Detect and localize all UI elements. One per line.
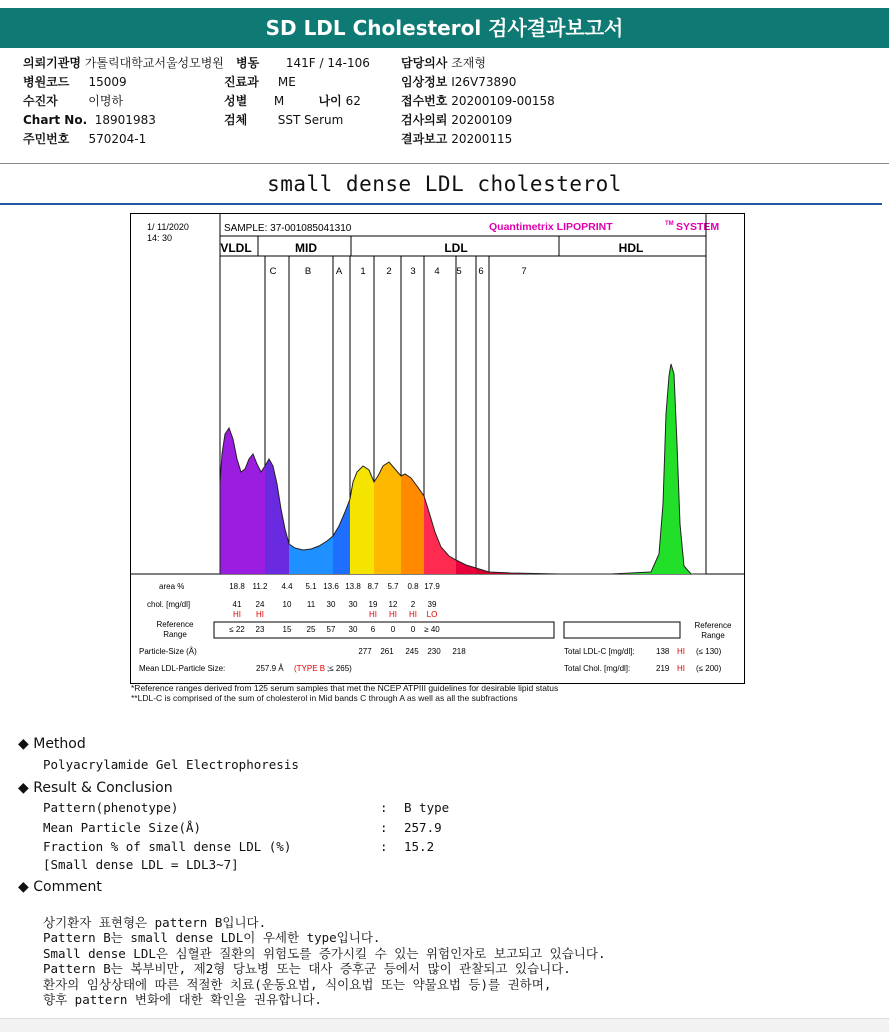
area-value: 8.7 bbox=[367, 582, 379, 591]
diamond-bullet-icon: ◆ bbox=[18, 780, 29, 796]
row-label-mean: Mean LDL-Particle Size: bbox=[139, 664, 226, 673]
group-label-vldl: VLDL bbox=[220, 241, 252, 255]
chol-value: 24 bbox=[255, 600, 265, 609]
ref-value: 23 bbox=[255, 625, 265, 634]
chol-flag: HI bbox=[409, 610, 417, 619]
sex-value: M bbox=[273, 94, 285, 108]
clinical-label: 임상정보 bbox=[401, 75, 448, 89]
result-value-1: B type bbox=[404, 800, 450, 815]
band-label-7: 7 bbox=[521, 266, 527, 277]
chol-flag: HI bbox=[233, 610, 241, 619]
row-label-chol: chol. [mg/dl] bbox=[147, 600, 191, 609]
result-note: [Small dense LDL = LDL3~7] bbox=[43, 857, 239, 872]
area-value: 13.6 bbox=[323, 582, 339, 591]
band-label-3: 3 bbox=[410, 266, 416, 277]
ref-value: 6 bbox=[370, 625, 376, 634]
name-value: 이명하 bbox=[88, 94, 124, 108]
particle-size-value: 218 bbox=[452, 647, 466, 656]
group-label-ldl: LDL bbox=[444, 241, 468, 255]
ref-value: 0 bbox=[390, 625, 396, 634]
band-label-5: 5 bbox=[456, 266, 462, 277]
ref-value: 25 bbox=[306, 625, 316, 634]
comment-line: 향후 pattern 변화에 대한 확인을 권유합니다. bbox=[43, 992, 322, 1007]
chol-value: 30 bbox=[348, 600, 358, 609]
row-label-area: area % bbox=[159, 582, 185, 591]
ref-value: 0 bbox=[410, 625, 416, 634]
area-value: 5.7 bbox=[387, 582, 399, 591]
ward-value: 141F / 14-106 bbox=[285, 56, 370, 70]
row-label-ref-right-1: Reference bbox=[694, 621, 732, 630]
area-value: 18.8 bbox=[229, 582, 245, 591]
patient-info-col2 bbox=[224, 54, 370, 130]
area-value: 4.4 bbox=[281, 582, 293, 591]
ref-value: 57 bbox=[326, 625, 336, 634]
band-label-b: B bbox=[304, 266, 312, 277]
area-value: 13.8 bbox=[345, 582, 361, 591]
chol-value: 41 bbox=[232, 600, 242, 609]
footnote-1: *Reference ranges derived from 125 serum samples that met the NCEP ATPIII guidelines for desirable lipid status bbox=[131, 683, 559, 693]
chart-no-label: Chart No. bbox=[23, 113, 88, 127]
row-label-ref-right-2: Range bbox=[701, 631, 725, 640]
curve-fill-hdl bbox=[559, 364, 706, 574]
receipt-label: 접수번호 bbox=[401, 94, 448, 108]
chart-date: 1/ 11/2020 bbox=[147, 222, 189, 232]
chart-brand: Quantimetrix LIPOPRINT bbox=[489, 221, 613, 233]
subtitle-underline bbox=[0, 203, 882, 205]
chol-flag: LO bbox=[426, 610, 438, 619]
curve-fill-vldl bbox=[220, 428, 265, 574]
institution-value: 가톨릭대학교서울성모병원 bbox=[84, 56, 224, 70]
clinical-value: I26V73890 bbox=[451, 75, 517, 89]
report-value: 20200115 bbox=[451, 132, 513, 146]
result-value-3: 15.2 bbox=[404, 839, 435, 854]
mean-size-value: 257.9 Å bbox=[256, 664, 284, 673]
comment-title: Comment bbox=[33, 879, 102, 895]
comment-line: Pattern B는 small dense LDL이 우세한 type입니다. bbox=[43, 930, 381, 945]
result-colon: : bbox=[380, 820, 388, 835]
report-label: 결과보고 bbox=[401, 132, 448, 146]
ssn-value: 570204-1 bbox=[88, 132, 147, 146]
chol-value: 10 bbox=[282, 600, 292, 609]
institution-label: 의뢰기관명 bbox=[23, 56, 81, 70]
total-ldl-ref: (≤ 130) bbox=[696, 647, 722, 656]
dept-label: 진료과 bbox=[224, 75, 259, 89]
curve-fill-a bbox=[333, 499, 350, 574]
total-chol-ref: (≤ 200) bbox=[696, 664, 722, 673]
density-curve bbox=[220, 364, 706, 574]
total-chol-flag: HI bbox=[677, 664, 685, 673]
doctor-value: 조재형 bbox=[451, 56, 486, 70]
page-bottom-bar bbox=[0, 1018, 889, 1032]
ward-label: 병동 bbox=[236, 56, 260, 70]
row-label-psize: Particle-Size (Å) bbox=[139, 647, 197, 656]
result-colon: : bbox=[380, 839, 388, 854]
band-label-6: 6 bbox=[478, 266, 484, 277]
mean-type: (TYPE B bbox=[294, 664, 326, 673]
chart-no-value: 18901983 bbox=[94, 113, 156, 127]
dept-value: ME bbox=[277, 75, 296, 89]
specimen-label: 검체 bbox=[224, 113, 248, 127]
receipt-value: 20200109-00158 bbox=[451, 94, 555, 108]
footnote-2: **LDL-C is comprised of the sum of cholesterol in Mid bands C through A as well as all the subfractions bbox=[131, 693, 518, 703]
particle-size-value: 245 bbox=[405, 647, 419, 656]
result-title: Result & Conclusion bbox=[33, 780, 173, 796]
method-title: Method bbox=[33, 736, 86, 752]
total-ldl-value: 138 bbox=[656, 647, 670, 656]
chart-sample: SAMPLE: 37-001085041310 bbox=[224, 223, 352, 234]
report-title: SD LDL Cholesterol 검사결과보고서 bbox=[0, 8, 889, 48]
ref-value: 30 bbox=[348, 625, 358, 634]
patient-info-col1 bbox=[23, 54, 224, 149]
band-label-a: A bbox=[335, 266, 343, 277]
sex-label: 성별 bbox=[224, 94, 248, 108]
group-label-hdl: HDL bbox=[618, 241, 644, 255]
chart-time: 14: 30 bbox=[147, 233, 173, 243]
method-text: Polyacrylamide Gel Electrophoresis bbox=[43, 757, 299, 772]
method-heading bbox=[18, 736, 86, 752]
result-heading bbox=[18, 780, 173, 796]
request-value: 20200109 bbox=[451, 113, 513, 127]
ref-box-ldl bbox=[214, 622, 554, 638]
curve-fill-2 bbox=[374, 462, 401, 574]
comment-line: 상기환자 표현형은 pattern B입니다. bbox=[43, 914, 267, 930]
band-label-2: 2 bbox=[386, 266, 392, 277]
curve-fill-1 bbox=[350, 466, 374, 574]
row-label-ref-1: Reference bbox=[156, 620, 194, 629]
total-chol-label: Total Chol. [mg/dl]: bbox=[564, 664, 631, 673]
mean-ref: ;≤ 265) bbox=[327, 664, 352, 673]
comment-line: 환자의 임상상태에 따른 적절한 치료(운동요법, 식이요법 또는 약물요법 등)를 권하며, bbox=[43, 976, 552, 992]
chol-flag: HI bbox=[389, 610, 397, 619]
header-divider bbox=[0, 163, 889, 164]
hospital-code-label: 병원코드 bbox=[23, 75, 70, 89]
specimen-value: SST Serum bbox=[277, 113, 344, 127]
result-value-2: 257.9 bbox=[404, 820, 442, 835]
age-value: 62 bbox=[345, 94, 361, 108]
ref-value: 15 bbox=[282, 625, 292, 634]
particle-size-value: 277 bbox=[358, 647, 372, 656]
chol-value: 39 bbox=[427, 600, 437, 609]
chol-value: 30 bbox=[326, 600, 336, 609]
patient-info-col3 bbox=[401, 54, 555, 149]
hospital-code-value: 15009 bbox=[88, 75, 127, 89]
total-ldl-flag: HI bbox=[677, 647, 685, 656]
chol-flag: HI bbox=[369, 610, 377, 619]
area-value: 17.9 bbox=[424, 582, 440, 591]
chol-value: 11 bbox=[306, 600, 316, 609]
diamond-bullet-icon: ◆ bbox=[18, 879, 29, 895]
chart-brand-tm: TM bbox=[665, 221, 674, 227]
particle-size-value: 261 bbox=[380, 647, 394, 656]
chol-value: 19 bbox=[368, 600, 378, 609]
chol-value: 12 bbox=[388, 600, 398, 609]
band-label-c: C bbox=[269, 266, 277, 277]
total-ldl-label: Total LDL-C [mg/dl]: bbox=[564, 647, 635, 656]
comment-text bbox=[43, 899, 605, 1023]
chol-value: 2 bbox=[410, 600, 416, 609]
band-label-1: 1 bbox=[360, 266, 366, 277]
area-value: 5.1 bbox=[305, 582, 317, 591]
ref-value: ≤ 22 bbox=[229, 625, 245, 634]
ref-box-hdl bbox=[564, 622, 680, 638]
curve-fill-4 bbox=[424, 496, 456, 574]
chart-subtitle: small dense LDL cholesterol bbox=[267, 172, 622, 196]
comment-heading bbox=[18, 879, 102, 895]
chart-brand-suffix: SYSTEM bbox=[676, 221, 720, 233]
diamond-bullet-icon: ◆ bbox=[18, 736, 29, 752]
result-label-1: Pattern(phenotype) bbox=[43, 800, 179, 815]
curve-fill-c bbox=[265, 459, 289, 574]
ref-value: ≥ 40 bbox=[424, 625, 440, 634]
row-label-ref-2: Range bbox=[163, 630, 187, 639]
comment-line: Small dense LDL은 심혈관 질환의 위험도를 증가시킬 수 있는 위험인자로 보고되고 있습니다. bbox=[43, 945, 606, 961]
name-label: 수진자 bbox=[23, 94, 58, 108]
chart-svg bbox=[131, 214, 744, 683]
chol-flag: HI bbox=[256, 610, 264, 619]
request-label: 검사의뢰 bbox=[401, 113, 448, 127]
result-label-2: Mean Particle Size(Å) bbox=[43, 820, 202, 835]
area-value: 0.8 bbox=[407, 582, 419, 591]
doctor-label: 담당의사 bbox=[401, 56, 448, 70]
result-label-3: Fraction % of small dense LDL (%) bbox=[43, 839, 292, 854]
comment-line: Pattern B는 복부비만, 제2형 당뇨병 또는 대사 증후군 등에서 많이 관찰되고 있습니다. bbox=[43, 961, 571, 976]
curve-fill-3 bbox=[401, 474, 424, 574]
band-label-4: 4 bbox=[434, 266, 440, 277]
group-label-mid: MID bbox=[295, 241, 317, 255]
total-chol-value: 219 bbox=[656, 664, 670, 673]
result-colon: : bbox=[380, 800, 388, 815]
electrophoresis-chart bbox=[130, 213, 745, 684]
area-value: 11.2 bbox=[252, 582, 268, 591]
particle-size-value: 230 bbox=[427, 647, 441, 656]
age-label: 나이 bbox=[318, 94, 342, 108]
ssn-label: 주민번호 bbox=[23, 132, 70, 146]
